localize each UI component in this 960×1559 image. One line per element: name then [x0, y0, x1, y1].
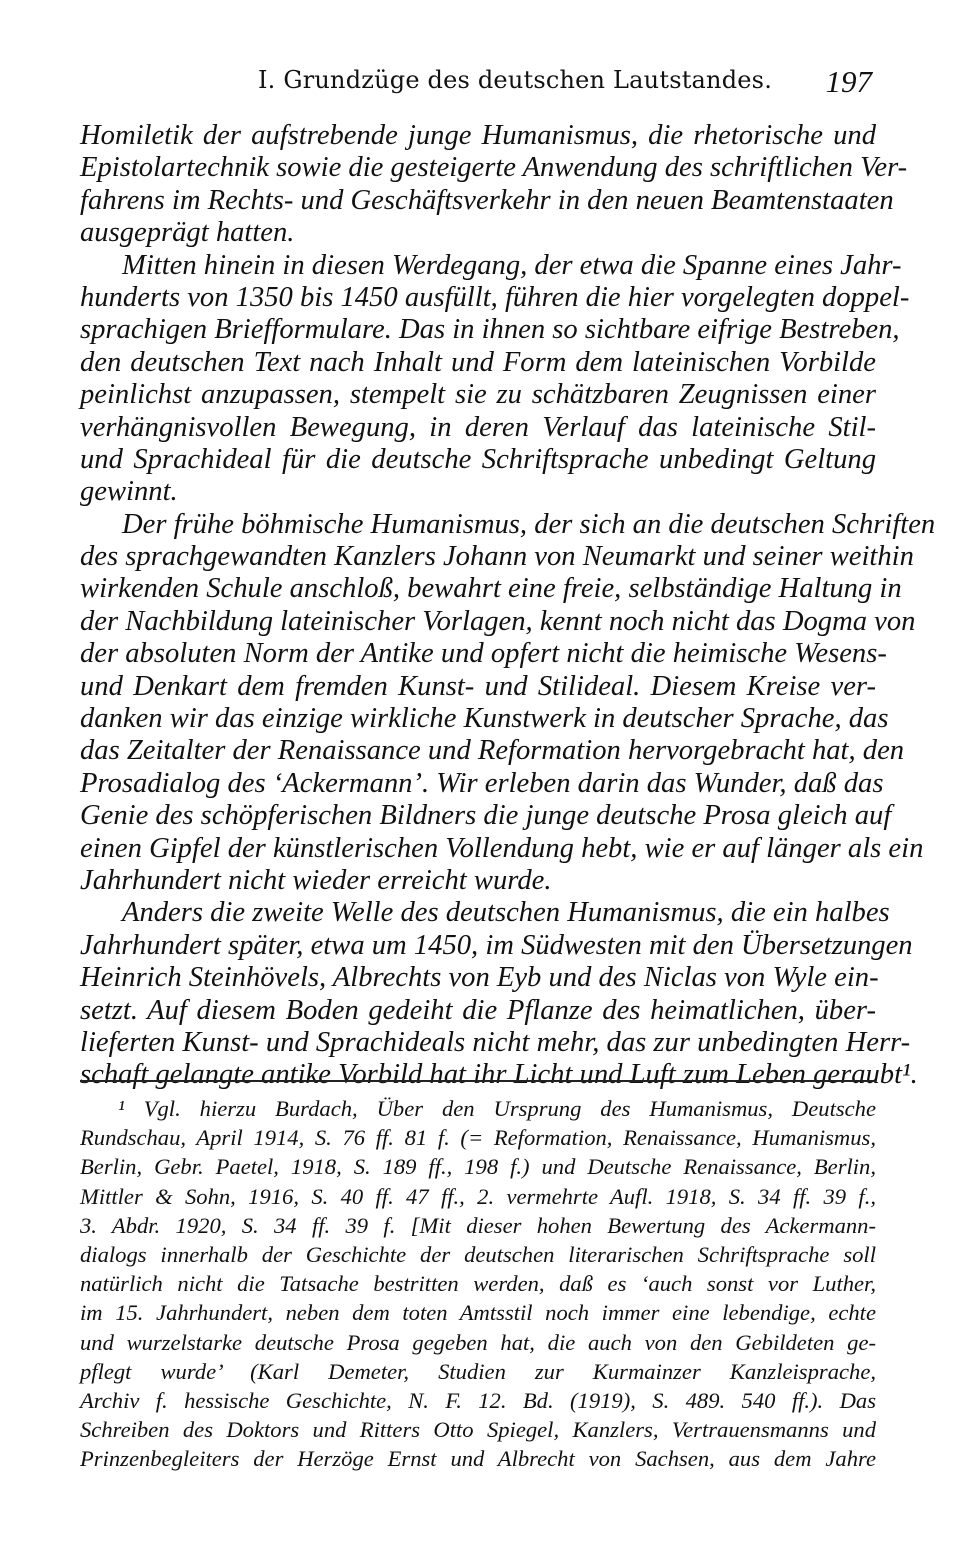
text-line: Der frühe böhmische Humanismus, der sich an die deutschen Schriften	[122, 508, 936, 540]
text-line: lieferten Kunst- und Sprachideals nicht mehr, das zur unbedingten Herr-	[80, 1026, 911, 1058]
text-line: Jahrhundert später, etwa um 1450, im Südwesten mit den Übersetzungen	[80, 929, 913, 961]
footnote-divider	[80, 1080, 876, 1082]
text-line: der absoluten Norm der Antike und opfert nicht die heimische Wesens-	[80, 638, 887, 670]
text-line: schaft gelangte antike Vorbild hat ihr Licht und Luft zum Leben geraubt¹.	[80, 1059, 918, 1091]
text-line: hunderts von 1350 bis 1450 ausfüllt, führen die hier vorgelegten doppel-	[80, 281, 910, 313]
text-line: einen Gipfel der künstlerischen Vollendung hebt, wie er auf länger als ein	[80, 832, 924, 864]
footnote-line: dialogs innerhalb der Geschichte der deutschen literarischen Schriftsprache soll	[80, 1241, 876, 1267]
footnote-line: Schreiben des Doktors und Ritters Otto Spiegel, Kanzlers, Vertrauensmanns und	[80, 1417, 876, 1443]
text-line: Homiletik der aufstrebende junge Humanismus, die rhetorische und	[80, 120, 876, 151]
text-line: Prosadialog des ‘Ackermann’. Wir erleben darin das Wunder, daß das	[80, 767, 884, 799]
text-line: Mitten hinein in diesen Werdegang, der etwa die Spanne eines Jahr-	[122, 249, 902, 281]
footnote-line: Rundschau, April 1914, S. 76 ff. 81 f. (= Reformation, Renaissance, Humanismus,	[80, 1125, 876, 1151]
text-line: Heinrich Steinhövels, Albrechts von Eyb und des Niclas von Wyle ein-	[80, 962, 879, 994]
text-line: der Nachbildung lateinischer Vorlagen, kennt noch nicht das Dogma von	[80, 605, 916, 637]
text-line: den deutschen Text nach Inhalt und Form dem lateinischen Vorbilde	[80, 346, 876, 378]
text-line: Jahrhundert nicht wieder erreicht wurde.	[80, 864, 552, 896]
text-line: gewinnt.	[80, 476, 178, 508]
text-line: danken wir das einzige wirkliche Kunstwerk in deutscher Sprache, das	[80, 703, 889, 735]
text-line: Epistolartechnik sowie die gesteigerte Anwendung des schriftlichen Ver-	[80, 152, 908, 184]
text-line: fahrens im Rechts- und Geschäftsverkehr in den neuen Beamtenstaaten	[80, 184, 894, 216]
footnote-line: Berlin, Gebr. Paetel, 1918, S. 189 ff., 198 f.) und Deutsche Renaissance, Berlin,	[80, 1154, 876, 1180]
footnote-line: Archiv f. hessische Geschichte, N. F. 12. Bd. (1919), S. 489. 540 ff.). Das	[80, 1387, 876, 1413]
page-number: 197	[825, 64, 872, 99]
body-text	[80, 120, 936, 1092]
footnote-line: Prinzenbegleiters der Herzöge Ernst und Albrecht von Sachsen, aus dem Jahre	[80, 1446, 876, 1472]
text-line: verhängnisvollen Bewegung, in deren Verlauf das lateinische Stil-	[80, 411, 876, 443]
text-line: ausgeprägt hatten.	[80, 217, 295, 249]
text-line: und Denkart dem fremden Kunst- und Stilideal. Diesem Kreise ver-	[80, 670, 876, 702]
running-head	[80, 62, 876, 106]
text-line: wirkenden Schule anschloß, bewahrt eine freie, selbständige Haltung in	[80, 573, 902, 605]
footnote-line: 3. Abdr. 1920, S. 34 ff. 39 f. [Mit dieser hohen Bewertung des Ackermann-	[80, 1212, 876, 1238]
footnote-line: ¹ Vgl. hierzu Burdach, Über den Ursprung des Humanismus, Deutsche	[118, 1096, 876, 1121]
text-line: Anders die zweite Welle des deutschen Humanismus, die ein halbes	[122, 897, 890, 929]
footnotes	[80, 1094, 876, 1473]
text-line: und Sprachideal für die deutsche Schriftsprache unbedingt Geltung	[80, 443, 876, 475]
running-title: I. Grundzüge des deutschen Lautstandes.	[258, 66, 773, 94]
footnote-line: Mittler & Sohn, 1916, S. 40 ff. 47 ff., 2. vermehrte Aufl. 1918, S. 34 ff. 39 f.,	[80, 1183, 876, 1209]
text-line: sprachigen Briefformulare. Das in ihnen so sichtbare eifrige Bestreben,	[80, 314, 900, 346]
footnote-line: natürlich nicht die Tatsache bestritten werden, daß es ‘auch sonst vor Luther,	[80, 1271, 876, 1297]
text-line: setzt. Auf diesem Boden gedeiht die Pflanze des heimatlichen, über-	[80, 994, 876, 1026]
text-line: peinlichst anzupassen, stempelt sie zu schätzbaren Zeugnissen einer	[80, 379, 876, 411]
footnote-line: pflegt wurde’ (Karl Demeter, Studien zur Kurmainzer Kanzleisprache,	[80, 1358, 876, 1384]
footnote-line: und wurzelstarke deutsche Prosa gegeben hat, die auch von den Gebildeten ge-	[80, 1329, 876, 1355]
footnote-line: im 15. Jahrhundert, neben dem toten Amtsstil noch immer eine lebendige, echte	[80, 1300, 876, 1326]
text-line: das Zeitalter der Renaissance und Reformation hervorgebracht hat, den	[80, 735, 905, 767]
text-line: Genie des schöpferischen Bildners die junge deutsche Prosa gleich auf	[80, 800, 892, 832]
text-line: des sprachgewandten Kanzlers Johann von Neumarkt und seiner weithin	[80, 541, 914, 573]
